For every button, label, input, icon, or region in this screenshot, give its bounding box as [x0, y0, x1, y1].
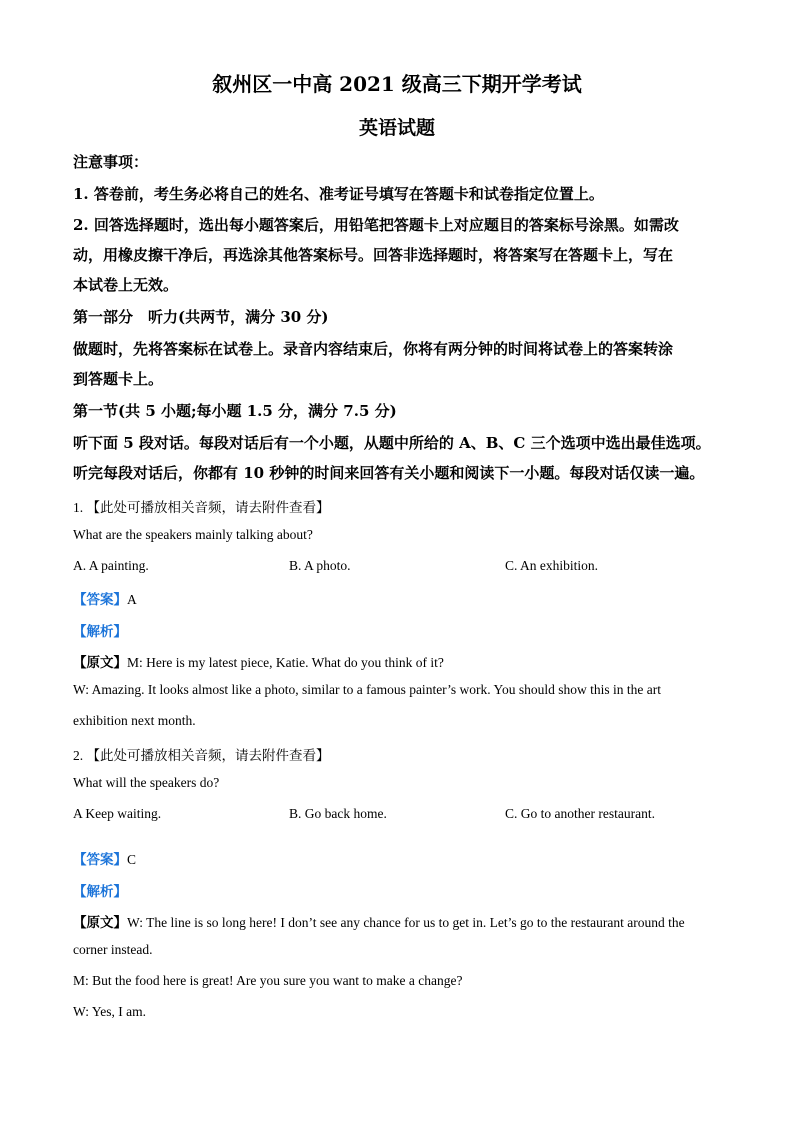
q2-option-c: C. Go to another restaurant. — [505, 806, 655, 821]
q1-transcript-line-3: exhibition next month. — [73, 713, 196, 728]
q2-stem: What will the speakers do? — [73, 775, 220, 790]
q1-option-c: C. An exhibition. — [505, 558, 599, 573]
q1-transcript-text-1: M: Here is my latest piece, Katie. What do you think of it? — [127, 655, 444, 670]
q1-answer-row — [73, 588, 137, 608]
exam-title: 叙州区一中高 2021 级高三下期开学考试 — [212, 72, 582, 96]
part1-heading: 第一部分 听力(共两节，满分 30 分) — [73, 308, 329, 326]
q2-transcript-line-3: M: But the food here is great! Are you sure you want to make a change? — [73, 973, 463, 988]
q1-transcript-line-2: W: Amazing. It looks almost like a photo, similar to a famous painter’s work. You should show this in the art — [73, 682, 661, 697]
q2-audio-note: 2. 【此处可播放相关音频，请去附件查看】 — [73, 748, 330, 763]
notes-item-1: 1. 答卷前，考生务必将自己的姓名、准考证号填写在答题卡和试卷指定位置上。 — [73, 185, 604, 203]
q1-option-b: B. A photo. — [289, 558, 351, 573]
q2-analysis-tag: 【解析】 — [73, 884, 127, 899]
q2-option-a: A Keep waiting. — [73, 806, 162, 821]
q2-transcript-line-1 — [73, 911, 685, 931]
part1-intro-line-2: 到答题卡上。 — [73, 370, 164, 388]
q2-answer-tag: 【答案】 — [73, 852, 127, 867]
q2-transcript-tag: 【原文】 — [73, 915, 127, 930]
q2-transcript-line-2: corner instead. — [73, 942, 153, 957]
notes-item-2-line-3: 本试卷上无效。 — [73, 276, 179, 294]
q1-transcript-tag: 【原文】 — [73, 655, 127, 670]
q2-answer-row — [73, 848, 136, 868]
q2-analysis-row — [73, 880, 127, 900]
q1-analysis-tag: 【解析】 — [73, 624, 127, 639]
q1-answer-value: A — [127, 592, 137, 607]
section1-heading: 第一节(共 5 小题;每小题 1.5 分，满分 7.5 分) — [73, 402, 397, 420]
part1-intro-line-1: 做题时，先将答案标在试卷上。录音内容结束后，你将有两分钟的时间将试卷上的答案转涂 — [73, 340, 674, 358]
q2-transcript-text-1: W: The line is so long here! I don’t see any chance for us to get in. Let’s go to the restaurant around the — [127, 915, 685, 930]
q1-analysis-row — [73, 620, 127, 640]
notes-heading: 注意事项： — [73, 153, 149, 171]
q1-stem: What are the speakers mainly talking about? — [73, 527, 313, 542]
q2-option-b: B. Go back home. — [289, 806, 387, 821]
notes-item-2-line-2: 动，用橡皮擦干净后，再选涂其他答案标号。回答非选择题时，将答案写在答题卡上，写在 — [73, 246, 674, 264]
q1-transcript-line-1 — [73, 651, 444, 671]
q1-audio-note: 1. 【此处可播放相关音频，请去附件查看】 — [73, 500, 330, 515]
exam-subtitle: 英语试题 — [358, 117, 435, 139]
q2-transcript-line-4: W: Yes, I am. — [73, 1004, 146, 1019]
q1-answer-tag: 【答案】 — [73, 592, 127, 607]
section1-instruction-line-1: 听下面 5 段对话。每段对话后有一个小题，从题中所给的 A、B、C 三个选项中选出最佳选项。 — [73, 434, 711, 452]
q1-option-a: A. A painting. — [73, 558, 149, 573]
notes-item-2-line-1: 2. 回答选择题时，选出每小题答案后，用铅笔把答题卡上对应题目的答案标号涂黑。如需改 — [73, 216, 679, 234]
section1-instruction-line-2: 听完每段对话后，你都有 10 秒钟的时间来回答有关小题和阅读下一小题。每段对话仅读一遍。 — [73, 464, 705, 482]
q2-answer-value: C — [127, 852, 137, 867]
